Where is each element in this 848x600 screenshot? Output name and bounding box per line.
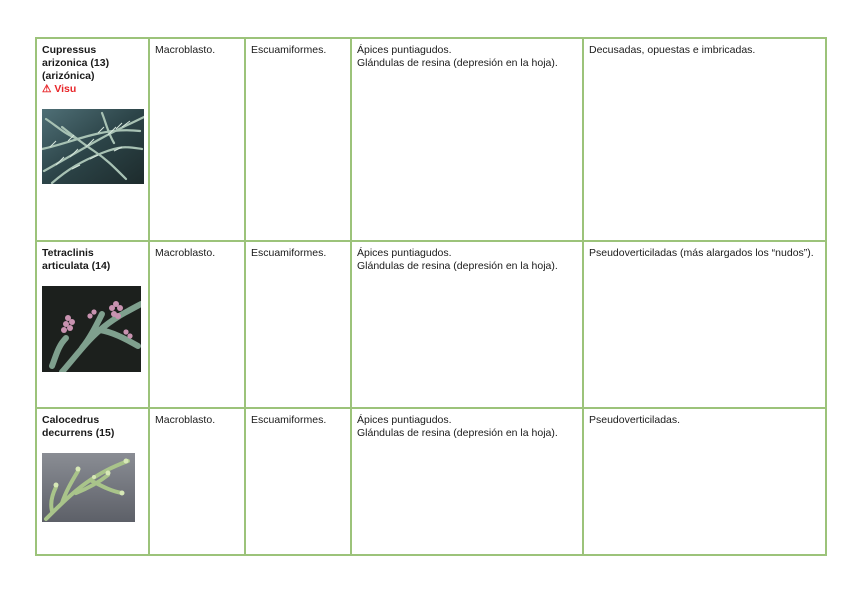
species-cell bbox=[36, 241, 149, 408]
tetraclinis-articulata-photo bbox=[42, 286, 141, 372]
shoot-type-cell: Macroblasto. bbox=[149, 408, 245, 555]
features-cell: Ápices puntiagudos. Glándulas de resina (depresión en la hoja). bbox=[351, 408, 583, 555]
table-row bbox=[36, 241, 826, 408]
features-cell: Ápices puntiagudos. Glándulas de resina (depresión en la hoja). bbox=[351, 38, 583, 241]
document-page bbox=[35, 37, 825, 556]
species-name: Calocedrus decurrens (15) bbox=[42, 414, 115, 439]
arrangement-cell: Pseudoverticiladas. bbox=[583, 408, 826, 555]
species-cell bbox=[36, 38, 149, 241]
leaf-shape-cell: Escuamiformes. bbox=[245, 241, 351, 408]
calocedrus-decurrens-photo bbox=[42, 453, 135, 522]
leaf-shape-cell: Escuamiformes. bbox=[245, 408, 351, 555]
species-table bbox=[35, 37, 827, 556]
table-row bbox=[36, 38, 826, 241]
arrangement-cell: Decusadas, opuestas e imbricadas. bbox=[583, 38, 826, 241]
warning-label: ⚠ Visu bbox=[42, 83, 77, 95]
table-row bbox=[36, 408, 826, 555]
cupressus-arizonica-photo bbox=[42, 109, 144, 184]
shoot-type-cell: Macroblasto. bbox=[149, 241, 245, 408]
species-name: Tetraclinis articulata (14) bbox=[42, 247, 111, 272]
species-cell bbox=[36, 408, 149, 555]
features-cell: Ápices puntiagudos. Glándulas de resina (depresión en la hoja). bbox=[351, 241, 583, 408]
species-name: Cupressus arizonica (13) (arizónica) bbox=[42, 44, 110, 82]
arrangement-cell: Pseudoverticiladas (más alargados los “nudos”). bbox=[583, 241, 826, 408]
shoot-type-cell: Macroblasto. bbox=[149, 38, 245, 241]
leaf-shape-cell: Escuamiformes. bbox=[245, 38, 351, 241]
